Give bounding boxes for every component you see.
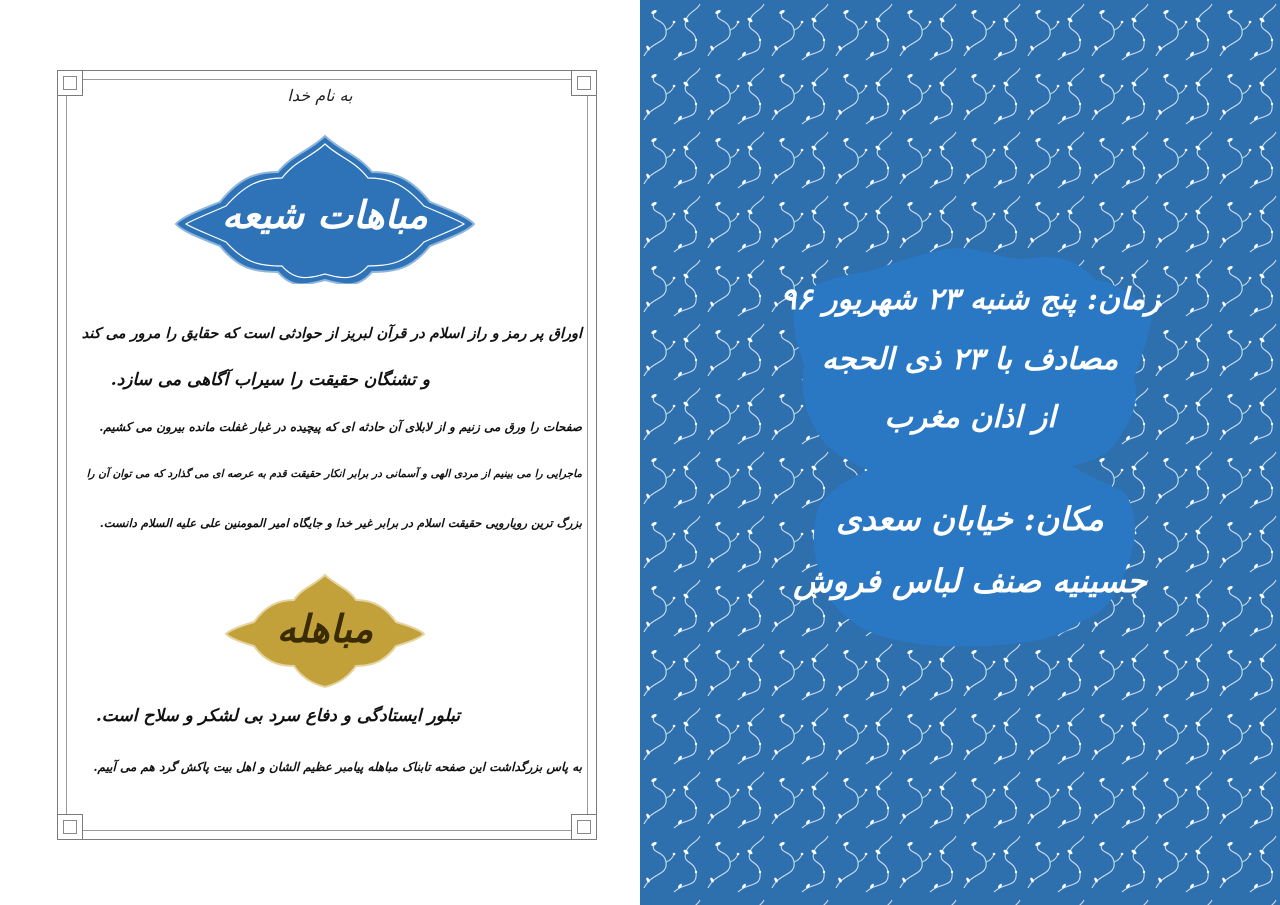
intro-line: ماجرایی را می بینیم از مردی الهی و آسمانی در برابر انکار حقیقت قدم به عرصه ای می گذارد که می توان آن را (86, 468, 582, 480)
event-date-line: مصادف با ۲۳ ذی الحجه (821, 342, 1119, 377)
outro-line: تبلور ایستادگی و دفاع سرد بی لشکر و سلاح است. (95, 706, 460, 726)
right-page (640, 0, 1280, 905)
event-start-line: از اذان مغرب (884, 400, 1056, 435)
event-venue-line: حسینیه صنف لباس فروش (793, 562, 1147, 600)
intro-line: صفحات را ورق می زنیم و از لابلای آن حادثه ای که پیچیده در غبار غفلت مانده بیرون می کشیم. (99, 420, 582, 434)
subtitle-text: مباهله (276, 606, 374, 651)
frame-corner-ornament (571, 70, 597, 96)
bismillah-heading: به نام خدا (287, 86, 353, 105)
outro-line: به پاس بزرگداشت این صفحه تابناک مباهله پیامبر عظیم الشان و اهل بیت پاکش گرد هم می آییم. (93, 760, 582, 774)
info-cloud-shape (640, 0, 1280, 905)
frame-corner-ornament (571, 814, 597, 840)
frame-corner-ornament (57, 70, 83, 96)
intro-line: اوراق پر رمز و راز اسلام در قرآن لبریز از حوادثی است که حقایق را مرور می کند (81, 325, 582, 342)
event-place-line: مکان: خیابان سعدی (836, 500, 1104, 538)
intro-line: بزرگ ترین رویارویی حقیقت اسلام در برابر غیر خدا و جایگاه امیر المومنین علی علیه السلام دانست. (99, 516, 582, 530)
frame-corner-ornament (57, 814, 83, 840)
title-text: مباهات شیعه (221, 192, 429, 237)
event-time-line: زمان: پنج شنبه ۲۳ شهریور ۹۶ (780, 282, 1160, 317)
intro-line: و تشنگان حقیقت را سیراب آگاهی می سازد. (110, 370, 430, 390)
